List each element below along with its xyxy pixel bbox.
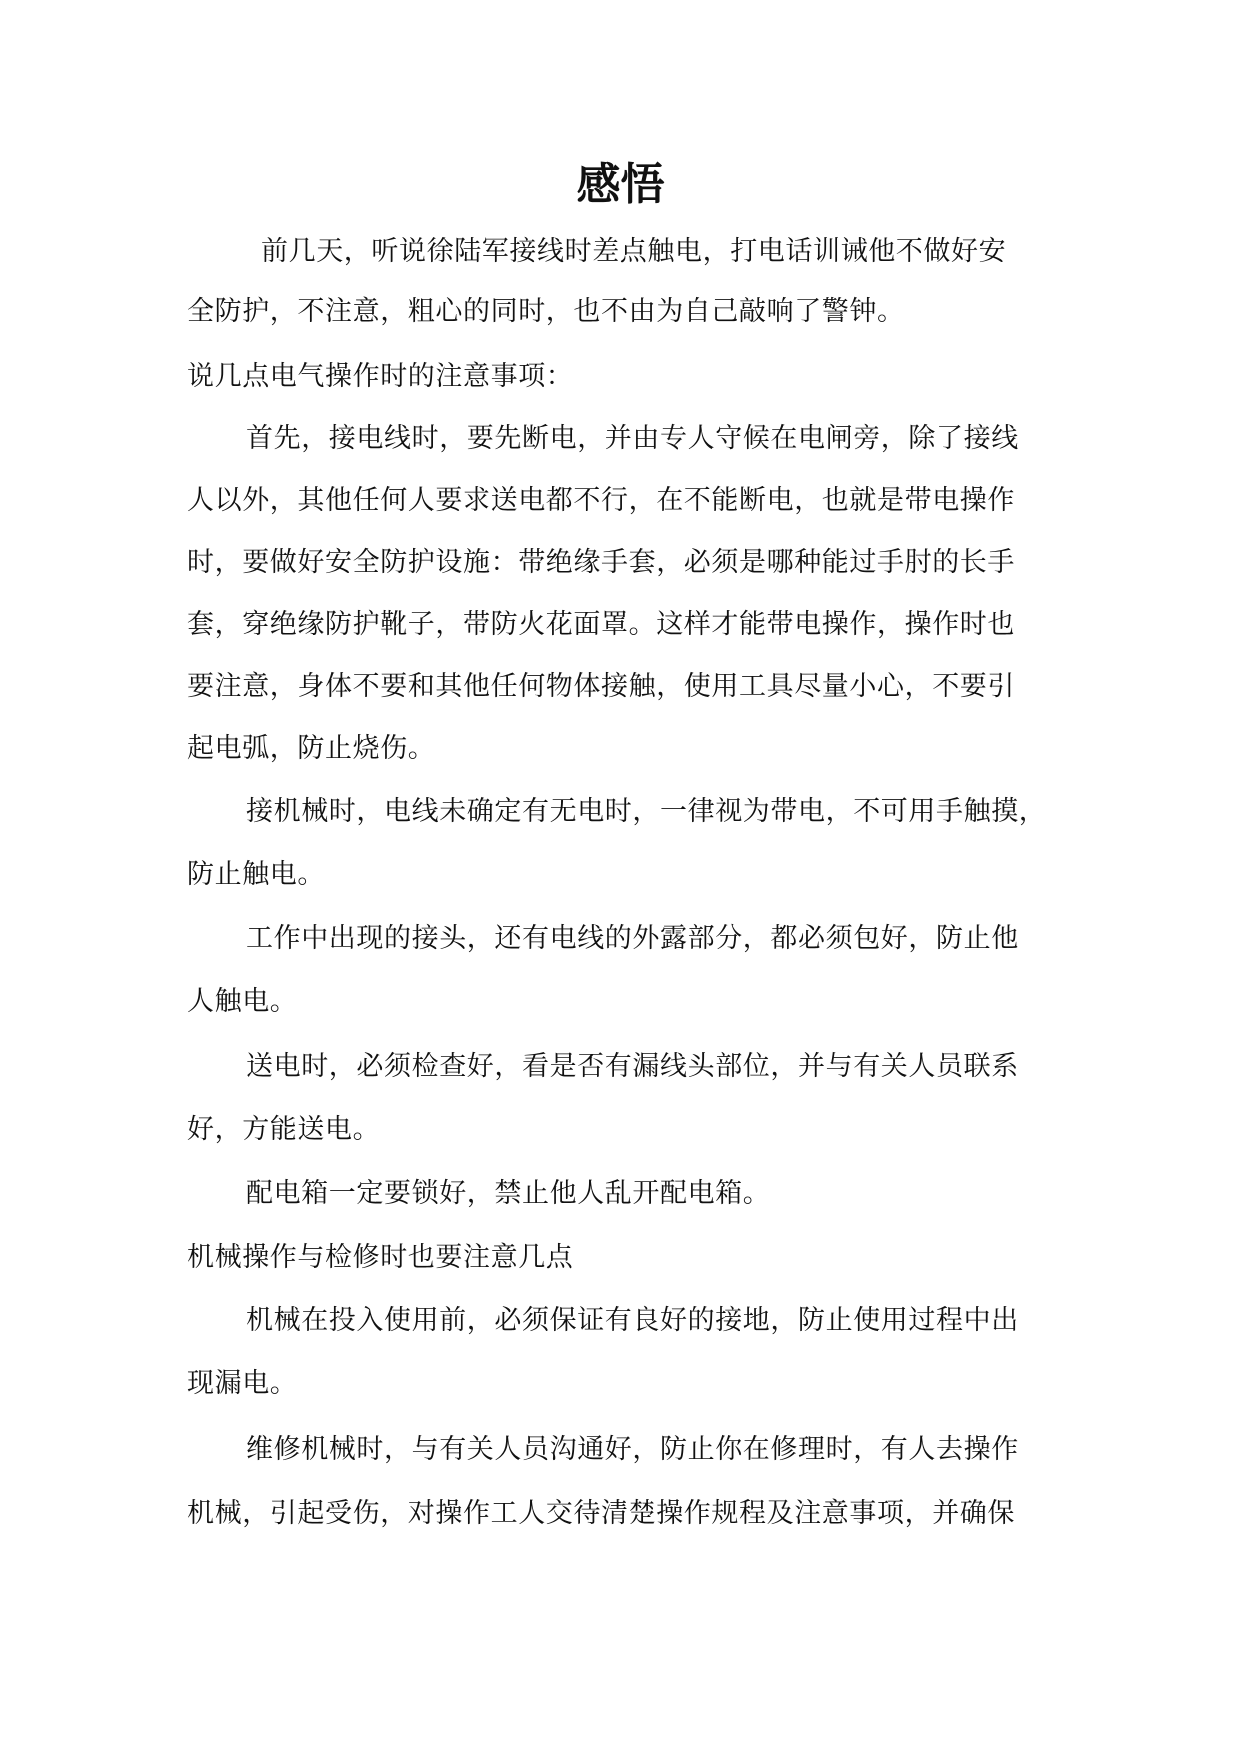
paragraph-line: 前几天，听说徐陆军接线时差点触电，打电话训诫他不做好安	[261, 236, 1007, 267]
paragraph-line: 防止触电。	[187, 859, 325, 890]
paragraph-line: 全防护，不注意，粗心的同时，也不由为自己敲响了警钟。	[187, 296, 905, 327]
section-heading: 说几点电气操作时的注意事项：	[187, 361, 574, 392]
section-heading: 机械操作与检修时也要注意几点	[187, 1242, 574, 1273]
paragraph-line: 维修机械时，与有关人员沟通好，防止你在修理时，有人去操作	[246, 1434, 1019, 1465]
paragraph-line: 机械，引起受伤，对操作工人交待清楚操作规程及注意事项，并确保	[187, 1498, 1015, 1529]
paragraph-line: 人以外，其他任何人要求送电都不行，在不能断电，也就是带电操作	[187, 485, 1015, 516]
paragraph-line: 人触电。	[187, 986, 298, 1017]
paragraph-line: 首先，接电线时，要先断电，并由专人守候在电闸旁，除了接线	[246, 423, 1019, 454]
document-title: 感悟	[576, 159, 665, 210]
paragraph-line: 好，方能送电。	[187, 1114, 381, 1145]
paragraph-line: 套，穿绝缘防护靴子，带防火花面罩。这样才能带电操作，操作时也	[187, 609, 1015, 640]
paragraph-line: 起电弧，防止烧伤。	[187, 733, 436, 764]
paragraph-line: 现漏电。	[187, 1368, 298, 1399]
paragraph-line: 工作中出现的接头，还有电线的外露部分，都必须包好，防止他	[246, 923, 1019, 954]
paragraph-line: 要注意，身体不要和其他任何物体接触，使用工具尽量小心，不要引	[187, 671, 1015, 702]
paragraph-line: 配电箱一定要锁好，禁止他人乱开配电箱。	[246, 1178, 771, 1209]
paragraph-line: 时，要做好安全防护设施：带绝缘手套，必须是哪种能过手肘的长手	[187, 547, 1015, 578]
paragraph-line: 送电时，必须检查好，看是否有漏线头部位，并与有关人员联系	[246, 1051, 1019, 1082]
paragraph-line: 机械在投入使用前，必须保证有良好的接地，防止使用过程中出	[246, 1305, 1019, 1336]
paragraph-line: 接机械时，电线未确定有无电时，一律视为带电，不可用手触摸，	[246, 796, 1047, 827]
